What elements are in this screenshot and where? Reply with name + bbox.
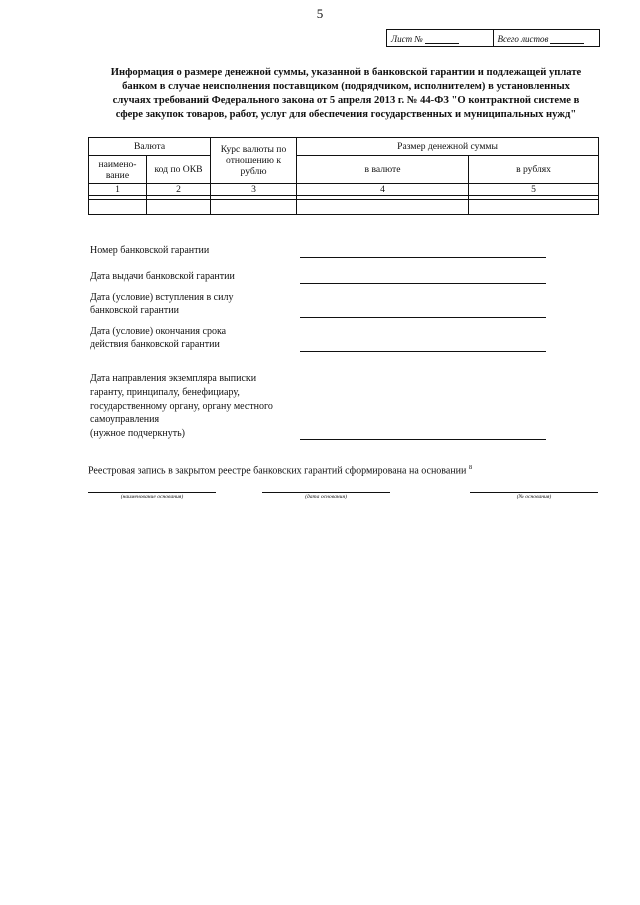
amount-header: Размер денежной суммы xyxy=(297,138,599,156)
expiry-date-label-1: Дата (условие) окончания срока xyxy=(90,326,227,337)
issue-date-line[interactable] xyxy=(300,283,546,284)
basis-date-line[interactable] xyxy=(262,492,390,493)
effective-date-label-2: банковской гарантии xyxy=(90,305,179,316)
sending-date-label-5: (нужное подчеркнуть) xyxy=(90,428,185,439)
expiry-date-line[interactable] xyxy=(300,351,546,352)
column-number: 3 xyxy=(211,184,297,196)
name-subheader: наимено-вание xyxy=(89,156,147,184)
column-number: 2 xyxy=(147,184,211,196)
expiry-date-label-2: действия банковской гарантии xyxy=(90,339,220,350)
column-number: 5 xyxy=(469,184,599,196)
sheet-number-cell xyxy=(387,30,493,46)
title-line: случаях требований Федерального закона от 5 апреля 2013 г. № 44-ФЗ "О контрактной системе в xyxy=(112,95,580,106)
total-sheets-blank xyxy=(550,43,584,44)
data-cell-name[interactable] xyxy=(89,200,147,215)
sending-date-label-4: самоуправления xyxy=(90,414,160,425)
sending-date-label-2: гаранту, принципалу, бенефициару, xyxy=(90,387,240,398)
data-cell-in-rubles[interactable] xyxy=(469,200,599,215)
basis-name-line[interactable] xyxy=(88,492,216,493)
effective-date-line[interactable] xyxy=(300,317,546,318)
sheet-number-label: Лист № xyxy=(391,34,423,44)
in-currency-subheader: в валюте xyxy=(297,156,469,184)
data-cell-in-currency[interactable] xyxy=(297,200,469,215)
sending-date-label-3: государственному органу, органу местного xyxy=(90,401,273,412)
sending-date-line[interactable] xyxy=(300,439,546,440)
title-line: банком в случае неисполнения поставщиком (подрядчиком, исполнителем) в установленных xyxy=(122,81,570,92)
basis-name-caption: (наименование основания) xyxy=(120,494,184,500)
data-cell-okv[interactable] xyxy=(147,200,211,215)
effective-date-label-1: Дата (условие) вступления в силу xyxy=(90,292,234,303)
basis-number-line[interactable] xyxy=(470,492,598,493)
total-sheets-cell xyxy=(493,30,600,46)
guarantee-number-label: Номер банковской гарантии xyxy=(90,245,210,256)
page-number: 5 xyxy=(316,6,324,21)
guarantee-number-line[interactable] xyxy=(300,257,546,258)
data-cell-rate[interactable] xyxy=(211,200,297,215)
basis-date-caption: (дата основания) xyxy=(305,494,347,500)
currency-amount-table xyxy=(88,137,599,215)
rate-header: Курс валюты по отношению к рублю xyxy=(211,138,297,184)
column-number: 4 xyxy=(297,184,469,196)
title-line: Информация о размере денежной суммы, указанной в банковской гарантии и подлежащей уплате xyxy=(110,67,582,78)
sheet-count-box xyxy=(386,29,600,47)
currency-header: Валюта xyxy=(89,138,211,156)
column-number: 1 xyxy=(89,184,147,196)
footnote-mark: 8 xyxy=(468,464,473,471)
document-title xyxy=(86,66,606,122)
registry-text: Реестровая запись в закрытом реестре банковских гарантий сформирована на основании xyxy=(88,465,467,477)
title-line: сфере закупок товаров, работ, услуг для обеспечения государственных и муниципальных нужд" xyxy=(115,109,577,120)
okv-subheader: код по ОКВ xyxy=(147,156,211,184)
total-sheets-label: Всего листов xyxy=(497,34,549,44)
basis-number-caption: (№ основания) xyxy=(516,494,552,500)
sending-date-label-1: Дата направления экземпляра выписки xyxy=(90,373,257,384)
registry-record-text xyxy=(88,464,472,476)
issue-date-label: Дата выдачи банковской гарантии xyxy=(90,271,235,282)
in-rubles-subheader: в рублях xyxy=(469,156,599,184)
sheet-number-blank xyxy=(425,43,459,44)
